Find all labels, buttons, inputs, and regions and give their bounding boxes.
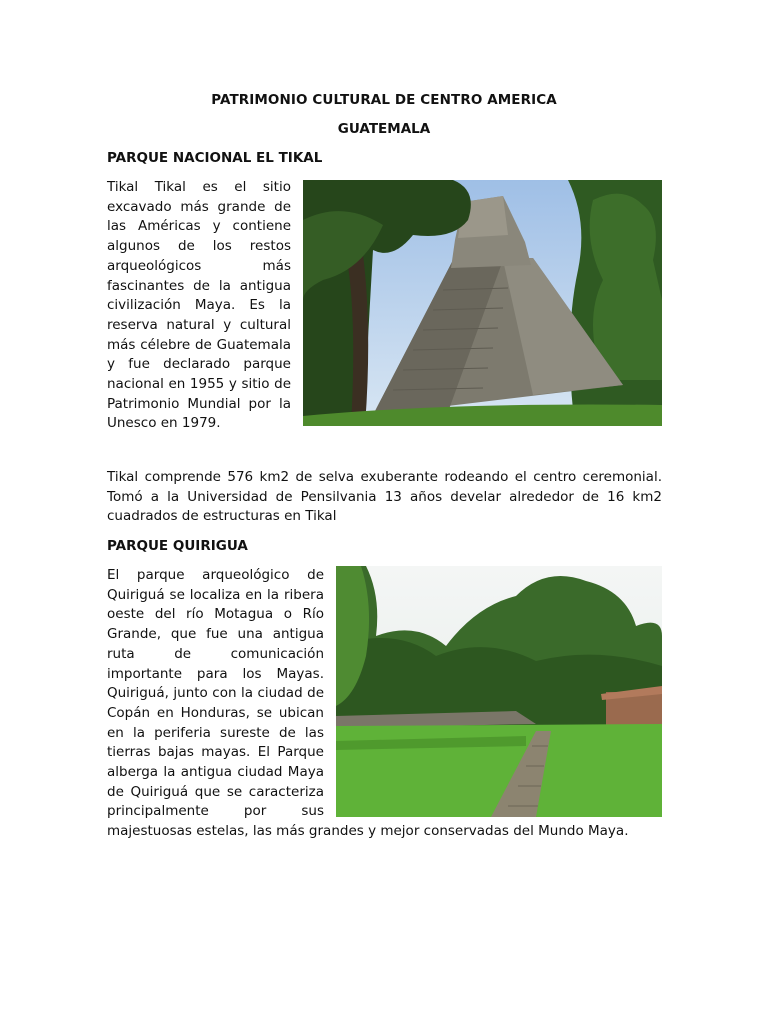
section-body-quirigua xyxy=(107,566,662,842)
quirigua-ruins-image xyxy=(336,566,662,817)
ruins-plaza-photo-icon xyxy=(336,566,662,817)
document-subtitle: GUATEMALA xyxy=(337,121,431,137)
section-body-tikal xyxy=(107,178,662,434)
document-title: PATRIMONIO CULTURAL DE CENTRO AMERICA xyxy=(211,92,557,108)
section-heading-tikal: PARQUE NACIONAL EL TIKAL xyxy=(107,150,323,166)
pyramid-photo-icon xyxy=(303,180,662,426)
section-heading-quirigua: PARQUE QUIRIGUA xyxy=(107,538,248,554)
tikal-paragraph-2: Tikal comprende 576 km2 de selva exuberante rodeando el centro ceremonial. Tomó a la Universidad de Pensilvania 13 años develar alrededor de 16 km2 cuadrados de estructuras en Tikal xyxy=(107,469,662,525)
quirigua-paragraph-1: El parque arqueológico de Quiriguá se localiza en la ribera oeste del río Motagua o Río Grande, que fue una antigua ruta de comunicación importante para los Mayas. Quiriguá, junto con la ciudad de Copán en Honduras, se ubican en la periferia sureste de las tierras bajas mayas. El Parque alberga la antigua ciudad Maya de Quiriguá que se caracteriza principalmente por sus majestuosas estelas, las más grandes y mejor conservadas del Mundo Maya. xyxy=(107,567,629,840)
tikal-paragraph-1: Tikal Tikal es el sitio excavado más grande de las Américas y contiene algunos de los restos arqueológicos más fascinantes de la antigua civilización Maya. Es la reserva natural y cultural más célebre de Guatemala y fue declarado parque nacional en 1955 y sitio de Patrimonio Mundial por la Unesco en 1979. xyxy=(107,179,291,432)
tikal-pyramid-image xyxy=(303,180,662,426)
